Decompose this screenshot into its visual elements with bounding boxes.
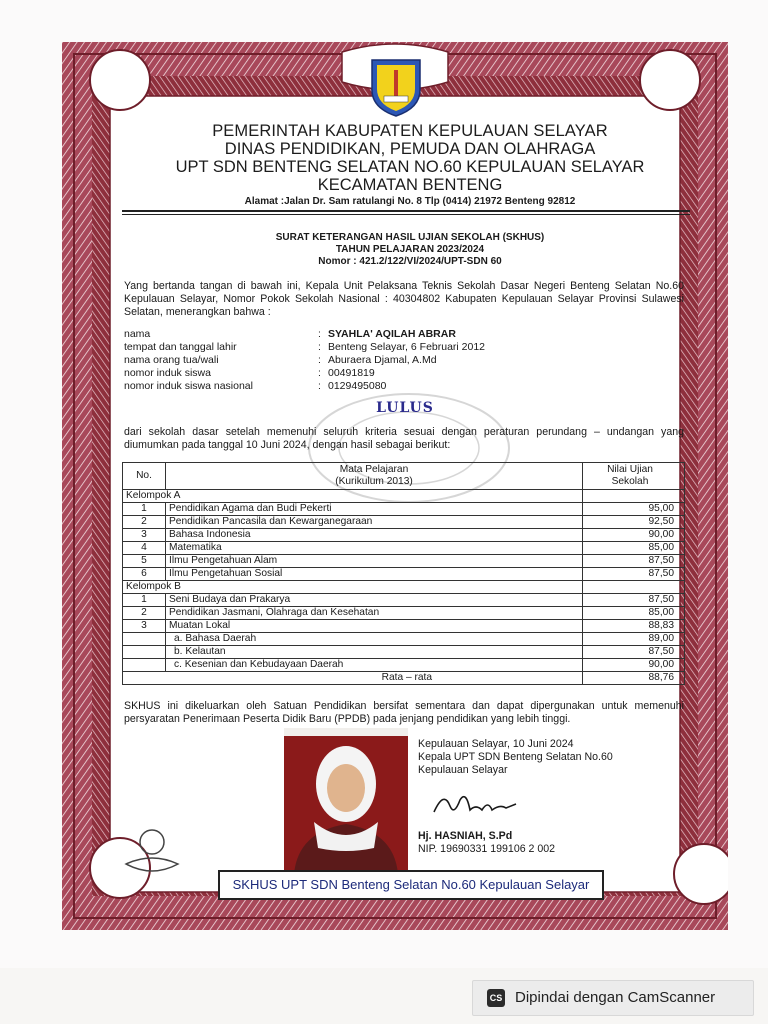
table-row xyxy=(123,659,685,672)
status-passed: LULUS xyxy=(376,400,434,416)
header-subject-line1: Mata Pelajaran xyxy=(339,464,409,475)
row-score: 87,50 xyxy=(583,646,685,659)
handwritten-signature xyxy=(430,786,520,820)
camscanner-logo-icon: CS xyxy=(487,989,505,1007)
row-no: 5 xyxy=(123,555,166,568)
field-colon: : xyxy=(318,341,321,353)
student-field-value: Benteng Selayar, 6 Februari 2012 xyxy=(328,341,486,353)
student-field-value: 0129495080 xyxy=(328,380,387,392)
student-photo xyxy=(284,728,408,874)
intro-paragraph: Yang bertanda tangan di bawah ini, Kepala Unit Pelaksana Teknis Sekolah Dasar Negeri Benteng Selatan No.60 Kepulauan Selayar, Nomor Pokok Sekolah Nasional : 40304802 Kabupaten Kepulauan Selayar Provinsi Sulawesi Selatan, menerangkan bahwa : xyxy=(124,280,684,318)
row-subject: Bahasa Indonesia xyxy=(166,529,583,542)
sign-place-date: Kepulauan Selayar, 10 Juni 2024 xyxy=(418,738,574,750)
average-score: 88,76 xyxy=(583,672,685,685)
student-field-label: nomor induk siswa xyxy=(124,367,211,379)
header-address: Alamat :Jalan Dr. Sam ratulangi No. 8 Tlp (0414) 21972 Benteng 92812 xyxy=(244,196,576,207)
row-no xyxy=(123,659,166,672)
table-row xyxy=(123,529,685,542)
row-subject: b. Kelautan xyxy=(166,646,583,659)
group-label: Kelompok A xyxy=(123,490,583,503)
row-subject: Ilmu Pengetahuan Alam xyxy=(166,555,583,568)
row-score: 87,50 xyxy=(583,568,685,581)
header-score xyxy=(583,463,685,490)
student-field-value: SYAHLA' AQILAH ABRAR xyxy=(328,328,456,340)
row-no: 4 xyxy=(123,542,166,555)
regency-crest-icon xyxy=(366,56,426,118)
row-score: 89,00 xyxy=(583,633,685,646)
header-government: PEMERINTAH KABUPATEN KEPULAUAN SELAYAR xyxy=(212,122,608,140)
table-row xyxy=(123,607,685,620)
grades-table xyxy=(122,462,685,685)
student-field-value: 00491819 xyxy=(328,367,375,379)
table-row xyxy=(123,594,685,607)
table-row xyxy=(123,620,685,633)
row-no xyxy=(123,646,166,659)
sign-position-place: Kepulauan Selayar xyxy=(418,764,508,776)
footer-banner: SKHUS UPT SDN Benteng Selatan No.60 Kepulauan Selayar xyxy=(218,870,604,900)
row-no xyxy=(123,633,166,646)
row-no: 3 xyxy=(123,529,166,542)
row-no: 6 xyxy=(123,568,166,581)
row-subject: Muatan Lokal xyxy=(166,620,583,633)
header-district: KECAMATAN BENTENG xyxy=(317,176,503,194)
header-divider xyxy=(122,210,690,212)
field-colon: : xyxy=(318,354,321,366)
student-field-label: nomor induk siswa nasional xyxy=(124,380,253,392)
row-subject: Pendidikan Agama dan Budi Pekerti xyxy=(166,503,583,516)
student-field-row xyxy=(124,328,684,341)
table-row xyxy=(123,503,685,516)
row-no: 2 xyxy=(123,516,166,529)
average-label: Rata – rata xyxy=(123,672,583,685)
table-row xyxy=(123,646,685,659)
student-field-row xyxy=(124,367,684,380)
row-subject: c. Kesenian dan Kebudayaan Daerah xyxy=(166,659,583,672)
student-field-row xyxy=(124,354,684,367)
group-spacer xyxy=(583,581,685,594)
document-number: Nomor : 421.2/122/VI/2024/UPT-SDN 60 xyxy=(318,256,502,267)
result-paragraph: dari sekolah dasar setelah memenuhi seluruh kriteria sesuai dengan peraturan perundang – undangan yang diumumkan pada tanggal 10 Juni 2024, dengan hasil sebagai berikut: xyxy=(124,426,684,451)
row-subject: Seni Budaya dan Prakarya xyxy=(166,594,583,607)
tut-wuri-emblem-icon xyxy=(120,824,184,880)
row-subject: Matematika xyxy=(166,542,583,555)
student-portrait-icon xyxy=(284,728,408,874)
row-score: 92,50 xyxy=(583,516,685,529)
row-no: 1 xyxy=(123,594,166,607)
header-subject xyxy=(166,463,583,490)
row-score: 85,00 xyxy=(583,542,685,555)
student-field-value: Aburaera Djamal, A.Md xyxy=(328,354,437,366)
header-divider-thin xyxy=(122,214,690,215)
table-row xyxy=(123,516,685,529)
header-subject-line2: (Kurikulum 2013) xyxy=(335,476,413,487)
row-no: 1 xyxy=(123,503,166,516)
table-row xyxy=(123,542,685,555)
table-row xyxy=(123,633,685,646)
group-row xyxy=(123,581,685,594)
camscanner-watermark xyxy=(472,980,754,1016)
field-colon: : xyxy=(318,380,321,392)
closing-paragraph: SKHUS ini dikeluarkan oleh Satuan Pendidikan bersifat sementara dan dapat dipergunakan untuk memenuhi persyaratan Penerimaan Peserta Didik Baru (PPDB) pada jenjang pendidikan yang lebih tinggi. xyxy=(124,700,684,725)
row-subject: a. Bahasa Daerah xyxy=(166,633,583,646)
table-row xyxy=(123,555,685,568)
student-field-row xyxy=(124,341,684,354)
student-field-label: tempat dan tanggal lahir xyxy=(124,341,237,353)
header-department: DINAS PENDIDIKAN, PEMUDA DAN OLAHRAGA xyxy=(224,140,596,158)
student-field-label: nama xyxy=(124,328,151,340)
row-score: 90,00 xyxy=(583,529,685,542)
sign-position: Kepala UPT SDN Benteng Selatan No.60 xyxy=(418,751,613,763)
row-score: 88,83 xyxy=(583,620,685,633)
row-subject: Ilmu Pengetahuan Sosial xyxy=(166,568,583,581)
table-row xyxy=(123,568,685,581)
header-school: UPT SDN BENTENG SELATAN NO.60 KEPULAUAN SELAYAR xyxy=(175,158,645,176)
row-score: 85,00 xyxy=(583,607,685,620)
row-score: 87,50 xyxy=(583,594,685,607)
row-score: 90,00 xyxy=(583,659,685,672)
row-score: 95,00 xyxy=(583,503,685,516)
field-colon: : xyxy=(318,328,321,340)
field-colon: : xyxy=(318,367,321,379)
document-year: TAHUN PELAJARAN 2023/2024 xyxy=(335,244,485,255)
sign-name: Hj. HASNIAH, S.Pd xyxy=(418,830,513,842)
row-subject: Pendidikan Pancasila dan Kewarganegaraan xyxy=(166,516,583,529)
group-spacer xyxy=(583,490,685,503)
camscanner-text: Dipindai dengan CamScanner xyxy=(515,989,716,1006)
sign-nip: NIP. 19690331 199106 2 002 xyxy=(418,843,556,855)
group-label: Kelompok B xyxy=(123,581,583,594)
row-no: 2 xyxy=(123,607,166,620)
row-no: 3 xyxy=(123,620,166,633)
average-row xyxy=(123,672,685,685)
header-no: No. xyxy=(123,463,166,490)
header-score-line2: Sekolah xyxy=(611,476,649,487)
student-field-label: nama orang tua/wali xyxy=(124,354,219,366)
group-row xyxy=(123,490,685,503)
row-score: 87,50 xyxy=(583,555,685,568)
row-subject: Pendidikan Jasmani, Olahraga dan Kesehatan xyxy=(166,607,583,620)
document-title: SURAT KETERANGAN HASIL UJIAN SEKOLAH (SKHUS) xyxy=(275,232,545,243)
header-score-line1: Nilai Ujian xyxy=(607,464,653,475)
